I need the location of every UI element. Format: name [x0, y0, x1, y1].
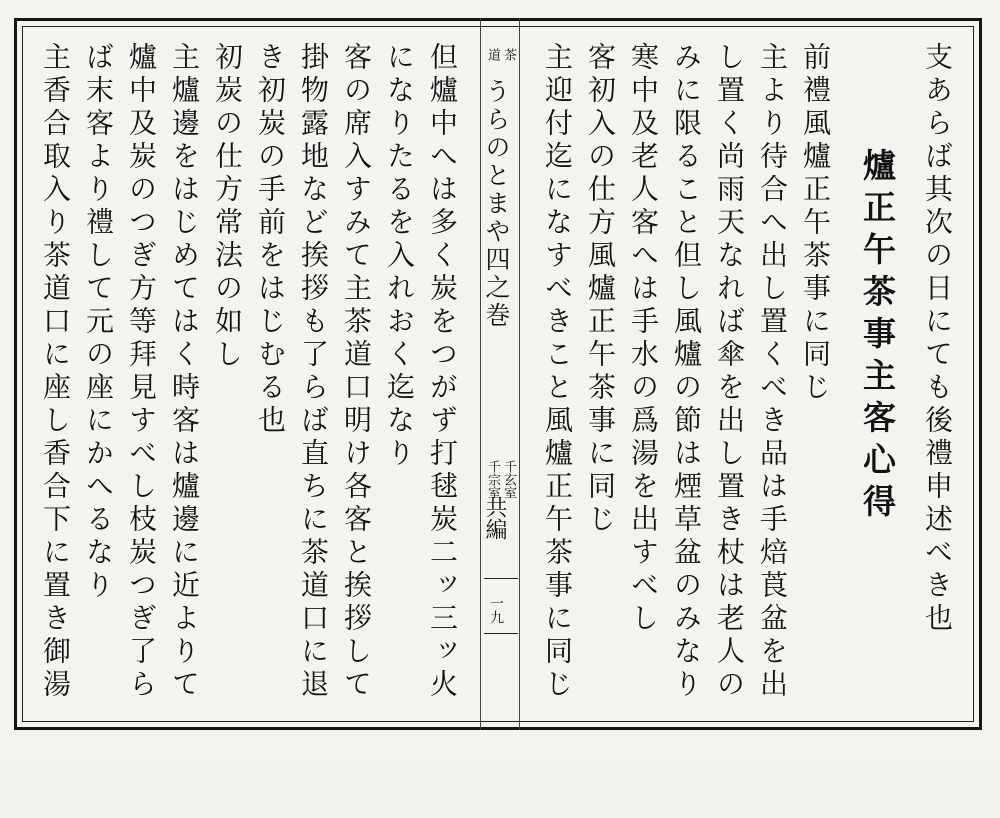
editor-name-1: 千玄室	[501, 460, 516, 499]
left-page-column-7: 主爐邊をはじめてはく時客は爐邊に近よりて	[168, 42, 201, 702]
left-page-column-3: 客の席入すみて主茶道口明け各客と挨拶して	[340, 42, 373, 702]
page-number-rule-top	[484, 578, 518, 579]
book-spine	[480, 48, 520, 688]
left-page-column-4: 掛物露地など挨拶も了らば直ちに茶道口に退	[297, 42, 330, 702]
right-page-column-6: みに限ること但し風爐の節は煙草盆のみなり	[670, 42, 703, 702]
page-number-rule-bottom	[484, 633, 518, 634]
left-page-column-6: 初炭の仕方常法の如し	[211, 42, 244, 372]
genre-label-way: 道	[485, 48, 500, 61]
right-page-column-8: 客初入の仕方風爐正午茶事に同じ	[584, 42, 617, 537]
left-page-column-9: ば末客より禮して元の座にかへるなり	[82, 42, 115, 603]
joint-edited-label: 共編	[482, 496, 507, 540]
right-page-column-9: 主迎付迄になすべきこと風爐正午茶事に同じ	[541, 42, 574, 702]
right-page-column-7: 寒中及老人客へは手水の爲湯を出すべし	[627, 42, 660, 636]
right-page-column-4: 主より待合へ出し置くべき品は手焙莨盆を出	[756, 42, 789, 702]
left-page-column-8: 爐中及炭のつぎ方等拜見すべし枝炭つぎ了ら	[125, 42, 158, 702]
editor-name-2: 千宗室	[485, 460, 500, 499]
page-number: 一九	[488, 596, 504, 624]
book-title: うらのとまや四之巻	[482, 78, 511, 330]
right-page-column-1: 支あらば其次の日にても後禮申述べき也	[921, 42, 954, 636]
right-page-column-3: 前禮風爐正午茶事に同じ	[799, 42, 832, 405]
left-page-column-1: 但爐中へは多く炭をつがず打毬炭二ッ三ッ火	[426, 42, 459, 702]
section-heading: 爐正午茶事主客心得	[858, 148, 897, 526]
left-page-column-5: き初炭の手前をはじむる也	[254, 42, 287, 438]
genre-label-tea: 茶	[501, 48, 516, 61]
right-page-column-5: し置く尚雨天なれば傘を出し置き杖は老人の	[713, 42, 746, 702]
left-page-column-10: 主香合取入り茶道口に座し香合下に置き御湯	[39, 42, 72, 702]
left-page-column-2: になりたるを入れおく迄なり	[383, 42, 416, 471]
